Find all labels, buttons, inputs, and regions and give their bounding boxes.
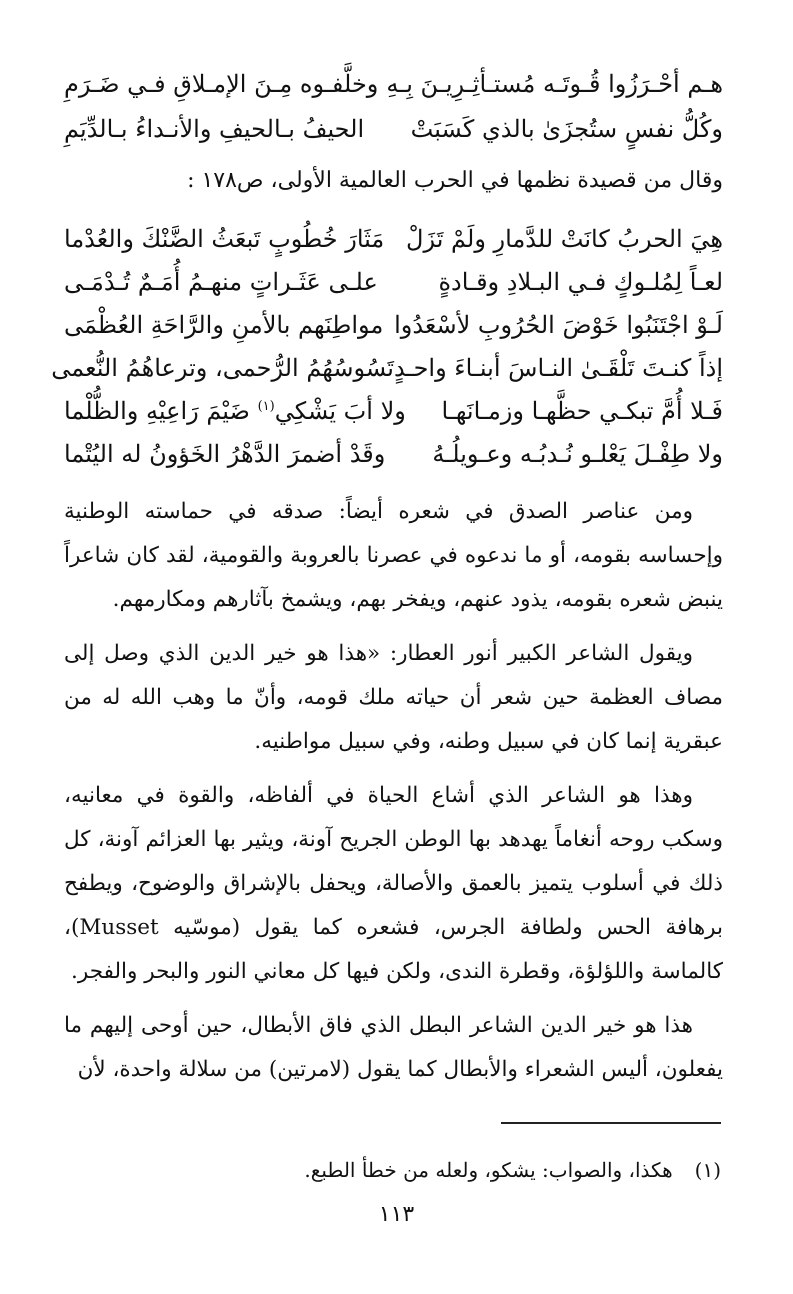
verse-first-hemistich: هِيَ الحربُ كانَتْ للدَّمارِ ولَمْ تَزَلْ — [406, 225, 723, 254]
footnote — [304, 1158, 721, 1182]
verse-text: ولا أبَ يَشْكِي — [274, 397, 406, 426]
paragraph: هذا هو خير الدين الشاعر البطل الذي فاق الأبطال، حين أوحى إليهم ما يفعلون، أليس الشعراء والأبطال كما يقول (لامرتين) من سلالة واحدة، لأن — [64, 1013, 723, 1082]
verse-first-hemistich: إذاً كنـتَ تَلْقَـىٰ النـاسَ أبنـاءَ واحـدٍ — [393, 354, 723, 383]
verse-first-hemistich: فَـلا أُمَّ تبكـي حظَّهـا وزمـانَهـا — [441, 397, 723, 426]
verse-line — [64, 433, 723, 476]
footnote-reference[interactable]: (١) — [257, 399, 275, 415]
paragraph: وهذا هو الشاعر الذي أشاع الحياة في ألفاظه، والقوة في معانيه، وسكب روحه أنغاماً يهدهد بها الوطن الجريح آونة، ويثير بها العزائم آونة، كل ذلك في أسلوب يتميز بالعمق والأصالة، ويحفل بالإشراق والوضوح، ويطفح برهافة الحس ولطافة الجرس، فشعره كما يقول (موسّيه Musset)، كالماسة واللؤلؤة، وقطرة الندى، ولكن فيها كل معاني النور والبحر والفجر. — [64, 783, 723, 984]
verse-first-hemistich: هـم أحْـرَزُوا قُـوتَـه مُستـأثِـرِيـنَ بِـهِ — [386, 70, 723, 99]
verse-line — [64, 390, 723, 433]
verse-second-hemistich: وقَدْ أضمرَ الدَّهْرُ الخَؤونُ له اليُتْما — [64, 440, 386, 469]
verse-second-hemistich: تَسُوسُهُمُ الرُّحمى، وترعاهُمُ النُّعمى — [51, 354, 394, 383]
verse-line — [51, 347, 723, 390]
verse-line — [64, 107, 723, 152]
verse-first-hemistich: وكُلُّ نفسٍ ستُجزَىٰ بالذي كَسَبَتْ — [410, 115, 723, 144]
verse-line — [64, 62, 723, 107]
verse-line — [64, 218, 723, 261]
verse-second-hemistich: وخلَّفـوه مِـنَ الإمـلاقِ فـي ضَـرَمِ — [64, 70, 379, 99]
verse-line — [64, 261, 723, 304]
verse-second-hemistich: مَثَارَ خُطُوبٍ تَبعَثُ الضَّنْكَ والعُدْما — [64, 225, 385, 254]
verse-first-hemistich: ولا طِفْـلَ يَعْلـو نُـدبُـه وعـويلُـهُ — [432, 440, 723, 469]
page-number: ١١٣ — [378, 1202, 415, 1227]
verse-line — [64, 304, 723, 347]
body-text — [64, 490, 723, 1092]
verses-poem — [51, 218, 723, 476]
verse-text: ضَيْمَ رَاعِيْهِ والظُّلْما — [64, 397, 258, 426]
paragraph: ويقول الشاعر الكبير أنور العطار: «هذا هو خير الدين الذي وصل إلى مصاف العظمة حين شعر أن حياته ملك قومه، وأنّ ما وهب الله له من عبقرية إنما كان في سبيل وطنه، وفي سبيل مواطنيه. — [64, 641, 723, 754]
verse-second-hemistich — [64, 397, 406, 426]
verse-second-hemistich: مواطِنَهم بالأمنِ والرَّاحَةِ العُظْمَى — [64, 311, 384, 340]
poem-intro-line: وقال من قصيدة نظمها في الحرب العالمية الأولى، ص١٧٨ : — [187, 168, 723, 193]
verse-first-hemistich: لعـاً لِمُلـوكٍ فـي البـلادِ وقـادةٍ — [438, 268, 723, 297]
footnote-mark: (١) — [694, 1158, 721, 1182]
verse-second-hemistich: علـى عَثَـراتٍ منهـمُ أُمَـمٌ تُـدْمَـى — [64, 268, 378, 297]
verse-first-hemistich: لَـوْ اجْتَنَبُوا خَوْضَ الحُرُوبِ لأسْعَدُوا — [394, 311, 723, 340]
paragraph: ومن عناصر الصدق في شعره أيضاً: صدقه في حماسته الوطنية وإحساسه بقومه، أو ما ندعوه في عصرنا بالعروبة والقومية، لقد كان شاعراً ينبض شعره بقومه، يذود عنهم، ويفخر بهم، ويشمخ بآثارهم ومكارمهم. — [64, 499, 723, 612]
verses-top — [64, 62, 723, 152]
verse-second-hemistich: الحيفُ بـالحيفِ والأنـداءُ بـالدِّيَمِ — [64, 115, 365, 144]
footnote-separator — [501, 1122, 721, 1124]
footnote-text: هكذا، والصواب: يشكو، ولعله من خطأ الطبع. — [304, 1158, 673, 1182]
